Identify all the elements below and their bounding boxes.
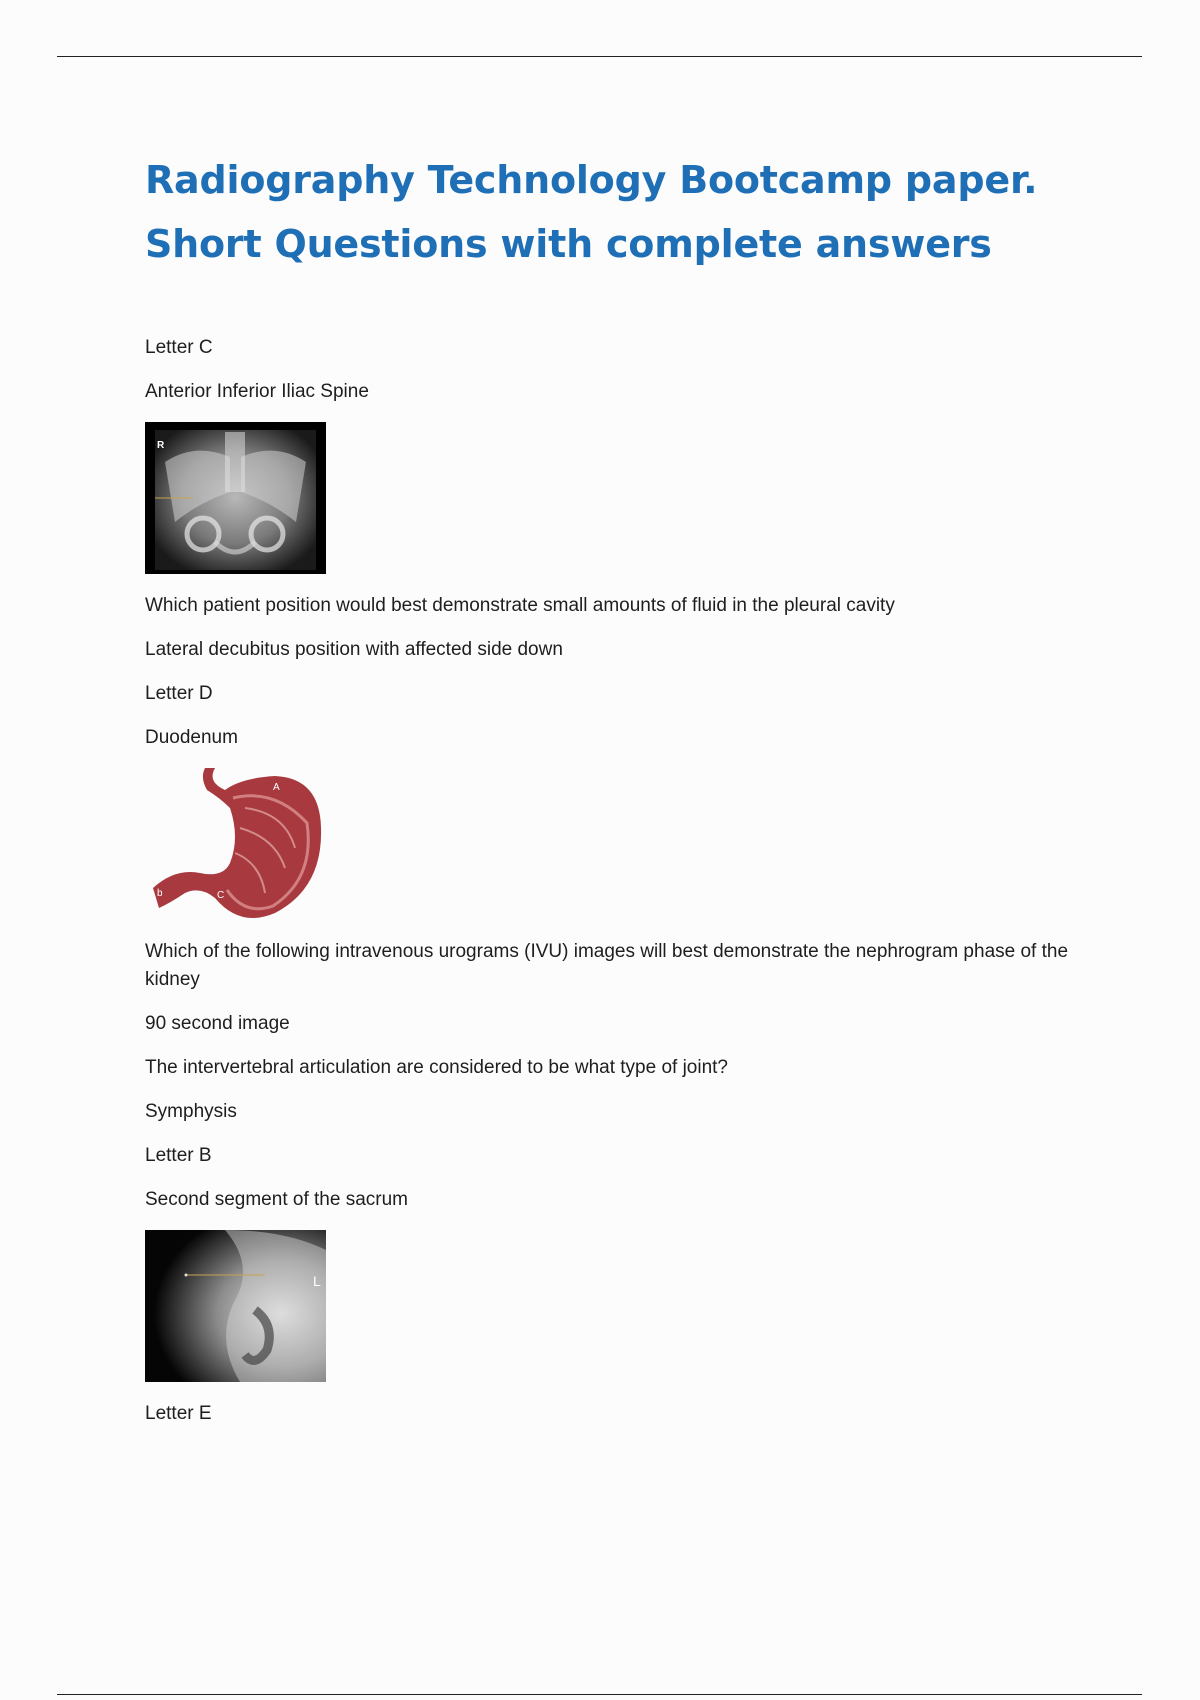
title-line-1: Radiography Technology Bootcamp paper. <box>145 158 1038 202</box>
question-text: Which of the following intravenous urograms (IVU) images will best demonstrate the nephrogram phase of the kidney <box>145 941 1069 990</box>
qa-list <box>145 334 1095 1428</box>
answer-text: Duodenum <box>145 727 238 748</box>
xray-marker-label: R <box>157 440 165 451</box>
title-line-2: Short Questions with complete answers <box>145 222 992 266</box>
answer-text: Letter B <box>145 1145 212 1166</box>
answer-text: Letter C <box>145 337 213 358</box>
question-text: Which patient position would best demonstrate small amounts of fluid in the pleural cavity <box>145 595 895 616</box>
page-content <box>145 148 1095 1428</box>
answer-text: Anterior Inferior Iliac Spine <box>145 381 369 402</box>
footer-rule <box>57 1694 1142 1695</box>
answer-text: Letter D <box>145 683 213 704</box>
stomach-label-a: A <box>273 782 280 793</box>
answer-text: Symphysis <box>145 1101 237 1122</box>
sacrum-xray-image <box>145 1230 326 1382</box>
document-title <box>145 148 1095 276</box>
pelvis-xray-image <box>145 422 326 574</box>
answer-text: 90 second image <box>145 1013 290 1034</box>
header-rule <box>57 56 1142 57</box>
stomach-illustration <box>145 768 326 920</box>
xray-marker-label: L <box>313 1273 321 1289</box>
stomach-label-b: b <box>157 888 163 899</box>
question-text: The intervertebral articulation are considered to be what type of joint? <box>145 1057 728 1078</box>
stomach-label-c: C <box>217 890 225 901</box>
answer-text: Lateral decubitus position with affected side down <box>145 639 563 660</box>
answer-text: Second segment of the sacrum <box>145 1189 408 1210</box>
answer-text: Letter E <box>145 1403 212 1424</box>
